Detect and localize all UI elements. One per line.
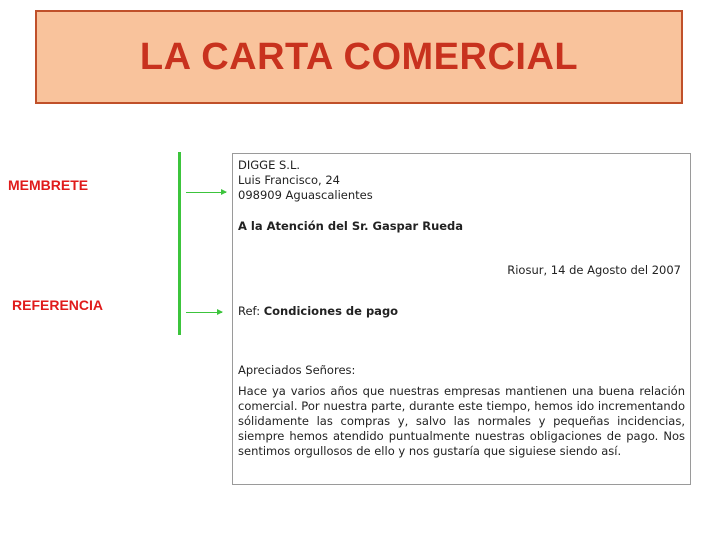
letter-company: DIGGE S.L. [238, 158, 301, 172]
reference-subject: Condiciones de pago [263, 304, 399, 318]
title-banner [35, 10, 683, 104]
page-title: LA CARTA COMERCIAL [139, 35, 579, 78]
letter-city: 098909 Aguascalientes [238, 188, 373, 202]
bracket-line [178, 152, 181, 335]
letter-date: Riosur, 14 de Agosto del 2007 [507, 263, 681, 277]
letter-greeting: Apreciados Señores: [238, 363, 356, 377]
letter-address: Luis Francisco, 24 [238, 173, 340, 187]
letter-document [232, 153, 691, 485]
label-membrete: MEMBRETE [8, 177, 89, 193]
arrow-membrete-icon [186, 192, 226, 193]
letter-reference [238, 304, 398, 318]
letter-attention: A la Atención del Sr. Gaspar Rueda [238, 219, 464, 233]
arrow-referencia-icon [186, 312, 222, 313]
label-referencia: REFERENCIA [12, 297, 104, 313]
reference-prefix: Ref: [238, 304, 261, 318]
letter-body: Hace ya varios años que nuestras empresas mantienen una buena relación comercial. Por nuestra parte, durante este tiempo, hemos ido incrementando sólidamente las compras y, salvo las normales y pequeñas incidencias, siempre hemos atendido puntualmente nuestras obligaciones de pago. Nos sentimos orgullosos de ello y nos gustaría que siguiese siendo así. [238, 384, 685, 458]
